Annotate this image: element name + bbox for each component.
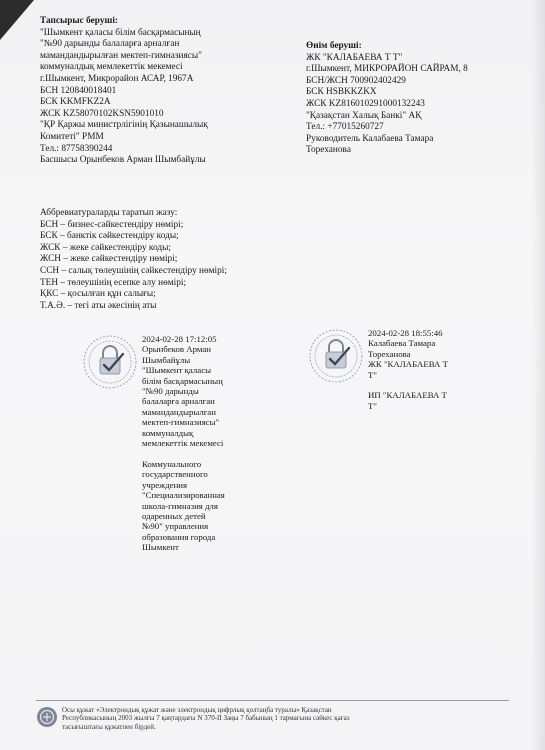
signature-line: балаларға арналған: [142, 396, 215, 407]
producer-line: БСК HSBKKZKX: [306, 87, 377, 98]
signature-line: мемлекеттік мекемесі: [142, 438, 224, 449]
signature-seal-icon: [306, 326, 366, 386]
page-fold-shadow: [0, 0, 34, 40]
footer: [36, 704, 506, 738]
customer-line: "ҚР Қаржы министрлігінің Қазынашылық: [40, 120, 208, 131]
abbreviation-item: ЖСК – жеке сәйкестендіру коды;: [40, 242, 171, 253]
abbreviations-heading: Аббревиатураларды таратып жазу:: [40, 208, 178, 218]
producer-line: БСН/ЖСН 700902402429: [306, 75, 406, 86]
customer-line: БСК KKMFKZ2A: [40, 97, 111, 108]
signature-line: Орынбеков Арман: [142, 344, 211, 355]
signature-line: Шымкент: [142, 542, 179, 553]
signature-line: Т": [368, 400, 377, 411]
signature-line: одаренных детей: [142, 510, 206, 521]
signature-line: [368, 380, 500, 390]
producer-line: Тореханова: [306, 145, 351, 156]
producer-line: ЖСК KZ816010291000132243: [306, 98, 425, 109]
abbreviations-block: [40, 208, 300, 312]
signature-line: "Шымкент қаласы: [142, 365, 212, 376]
customer-line: Тел.: 87758390244: [40, 143, 113, 154]
signature-line: Шымбайұлы: [142, 354, 191, 365]
signature-timestamp: 2024-02-28 18:55:46: [368, 328, 443, 338]
footer-text: [62, 706, 502, 731]
footer-line: тасығыштағы құжатпен бірдей.: [62, 722, 156, 731]
signature-line: Т": [368, 369, 377, 380]
signature-line: учреждения: [142, 479, 188, 490]
footer-line: Республикасының 2003 жылғы 7 қаңтардағы N 370-II Заңы 7 бабының 1 тармағына сәйкес қағаз: [62, 714, 350, 723]
abbreviation-item: Т.А.Ә. – тегі аты әкесінің аты: [40, 300, 157, 311]
signature-timestamp: 2024-02-28 17:12:05: [142, 334, 217, 344]
page-edge-shadow: [531, 0, 545, 750]
customer-block: [40, 16, 280, 167]
producer-block: [306, 41, 531, 157]
signature-text: [368, 328, 500, 411]
signature-line: государственного: [142, 469, 208, 480]
customer-heading: Тапсырыс беруші:: [40, 16, 118, 26]
signature-line: Тореханова: [368, 348, 411, 359]
customer-line: БСН 120840018401: [40, 85, 117, 96]
producer-heading: Өнім беруші:: [306, 41, 362, 51]
signature-text: [142, 334, 274, 553]
customer-line: "№90 дарынды балаларға арналған: [40, 39, 180, 50]
producer-signature: [306, 326, 506, 436]
signature-line: мектеп-гимназиясы": [142, 417, 220, 428]
customer-line: г.Шымкент, Микрорайон АСАР, 1967А: [40, 73, 194, 84]
abbreviation-item: ТЕН – төлеушінің есепке алу нөмірі;: [40, 277, 187, 288]
signature-line: білім басқармасының: [142, 375, 223, 386]
signature-line: ЖК "КАЛАБАЕВА Т: [368, 359, 448, 370]
abbreviation-item: БСК – банктік сәйкестендіру коды;: [40, 231, 179, 242]
abbreviation-item: ЖСН – жеке сәйкестендіру нөмірі;: [40, 254, 178, 265]
customer-line: ЖСК KZ58070102KSN5901010: [40, 108, 164, 119]
abbreviation-item: ССН – салық төлеушінің сәйкестендіру нөмірі;: [40, 265, 227, 276]
signature-line: [142, 448, 274, 458]
customer-line: "Шымкент қаласы білім басқармасының: [40, 27, 201, 38]
abbreviation-item: БСН – бизнес-сәйкестендіру нөмірі;: [40, 219, 184, 230]
customer-line: мамандандырылған мектеп-гимназиясы": [40, 50, 202, 61]
signature-line: Коммунального: [142, 458, 202, 469]
signature-line: ИП "КАЛАБАЕВА Т: [368, 390, 447, 401]
signature-line: "№90 дарынды: [142, 386, 199, 397]
producer-line: "Қазақстан Халық Банкі" АҚ: [306, 110, 422, 121]
footer-divider: [36, 700, 509, 701]
producer-line: Руководитель Калабаева Тамара: [306, 133, 434, 144]
signature-line: коммуналдық: [142, 427, 194, 438]
producer-line: г.Шымкент, МИКРОРАЙОН САЙРАМ, 8: [306, 64, 468, 75]
signature-line: №90" управления: [142, 521, 209, 532]
signature-line: школа-гимназия для: [142, 500, 218, 511]
customer-line: коммуналдық мемлекеттік мекемесі: [40, 62, 183, 73]
customer-line: Комитеті" РММ: [40, 131, 104, 142]
customer-line: Басшысы Орынбеков Арман Шымбайұлы: [40, 155, 206, 166]
signature-line: "Специализированная: [142, 490, 225, 501]
footer-line: Осы құжат «Электрондық құжат және электрондық цифрлық қолтаңба туралы» Қазақстан: [62, 706, 332, 714]
producer-line: Тел.: +77015260727: [306, 122, 384, 133]
signature-line: Калабаева Тамара: [368, 338, 436, 349]
abbreviation-item: ҚКС – қосылған құн салығы;: [40, 289, 156, 300]
signature-line: мамандандырылған: [142, 406, 216, 417]
signature-seal-icon: [80, 332, 140, 392]
producer-line: ЖК "КАЛАБАЕВА Т Т": [306, 52, 403, 63]
signature-line: образования города: [142, 531, 216, 542]
customer-signature: [80, 332, 280, 592]
egov-logo-icon: [36, 706, 58, 728]
